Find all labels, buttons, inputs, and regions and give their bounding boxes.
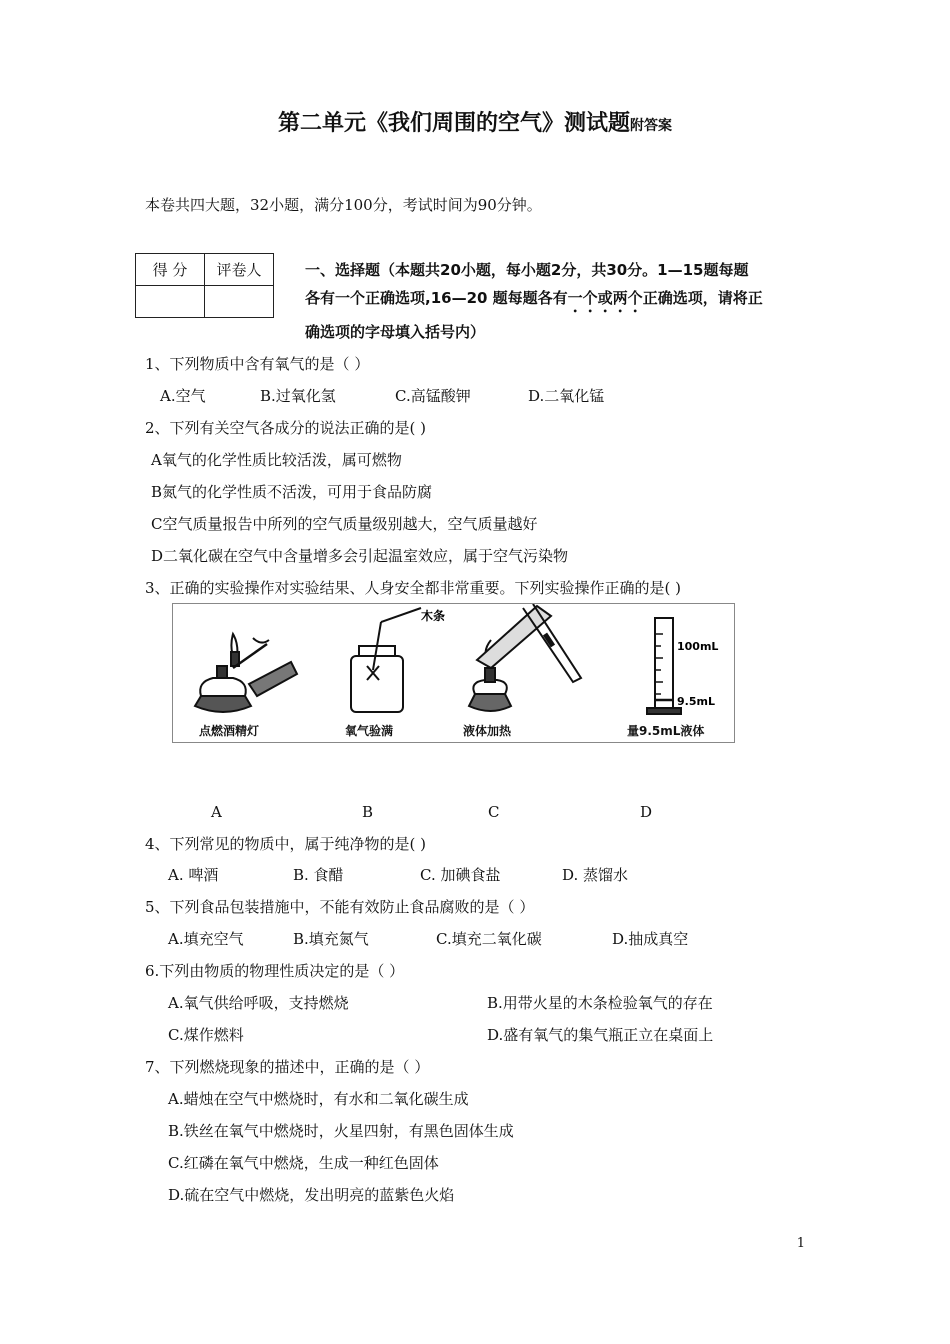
q7-option-a: A.蜡烛在空气中燃烧时，有水和二氧化碳生成 xyxy=(168,1090,469,1108)
q1-stem: 1、下列物质中含有氧气的是（ ） xyxy=(145,355,370,373)
liquid-heating-drawing xyxy=(469,604,581,711)
q4-option-b: B. 食醋 xyxy=(293,866,344,884)
section-heading-line1: 一、选择题（本题共20小题，每小题2分，共30分。1—15题每题 xyxy=(305,261,749,279)
q6-stem: 6.下列由物质的物理性质决定的是（ ） xyxy=(145,962,405,980)
q6-option-a: A.氧气供给呼吸，支持燃烧 xyxy=(168,994,349,1012)
q2-option-c: C空气质量报告中所列的空气质量级别越大，空气质量越好 xyxy=(151,515,538,533)
cylinder-top-annotation: 100mL xyxy=(677,640,719,653)
q6-option-d: D.盛有氧气的集气瓶正立在桌面上 xyxy=(487,1026,714,1044)
q2-option-b: B氮气的化学性质不活泼，可用于食品防腐 xyxy=(151,483,433,501)
q3-letter-c: C xyxy=(488,803,500,821)
title-main: 第二单元《我们周围的空气》测试题 xyxy=(277,111,630,136)
alcohol-lamp-drawing xyxy=(195,634,297,712)
q4-stem: 4、下列常见的物质中，属于纯净物的是( ) xyxy=(145,835,427,853)
q3-figure xyxy=(172,603,735,743)
q1-option-c: C.高锰酸钾 xyxy=(395,387,471,405)
score-table xyxy=(135,253,274,318)
q7-option-c: C.红磷在氧气中燃烧，生成一种红色固体 xyxy=(168,1154,439,1172)
q1-option-b: B.过氧化氢 xyxy=(260,387,336,405)
q3-letter-b: B xyxy=(362,803,374,821)
q5-stem: 5、下列食品包装措施中，不能有效防止食品腐败的是（ ） xyxy=(145,898,535,916)
cylinder-mark-annotation: 9.5mL xyxy=(677,695,715,708)
q6-option-b: B.用带火星的木条检验氧气的存在 xyxy=(487,994,713,1012)
q2-option-a: A氧气的化学性质比较活泼，属可燃物 xyxy=(151,451,402,469)
q5-option-a: A.填充空气 xyxy=(168,930,244,948)
q2-option-d: D二氧化碳在空气中含量增多会引起温室效应，属于空气污染物 xyxy=(151,547,569,565)
title-suffix: 附答案 xyxy=(630,118,672,134)
q4-option-d: D. 蒸馏水 xyxy=(562,866,629,884)
q4-option-c: C. 加碘食盐 xyxy=(420,866,501,884)
q6-option-c: C.煤作燃料 xyxy=(168,1026,244,1044)
figure-label-d: 量9.5mL液体 xyxy=(627,724,705,738)
q3-letter-d: D xyxy=(640,803,653,821)
section-heading-line3: 确选项的字母填入括号内） xyxy=(305,323,486,341)
section-line2-c: 正确选项，请将正 xyxy=(642,289,763,307)
q3-stem: 3、正确的实验操作对实验结果、人身安全都非常重要。下列实验操作正确的是( ) xyxy=(145,579,682,597)
section-line2-a: 各有一个正确选项,16—20 题每题各有 xyxy=(305,289,568,307)
score-header: 得 分 xyxy=(136,254,205,286)
page-number: 1 xyxy=(796,1236,805,1251)
q2-stem: 2、下列有关空气各成分的说法正确的是( ) xyxy=(145,419,427,437)
q7-stem: 7、下列燃烧现象的描述中，正确的是（ ） xyxy=(145,1058,430,1076)
figure-label-c: 液体加热 xyxy=(463,724,512,738)
grader-cell xyxy=(205,286,274,318)
intro-text: 本卷共四大题，32小题，满分100分，考试时间为90分钟。 xyxy=(145,196,542,214)
q4-option-a: A. 啤酒 xyxy=(168,866,219,884)
q3-letter-a: A xyxy=(211,803,222,821)
q5-option-b: B.填充氮气 xyxy=(293,930,369,948)
q7-option-b: B.铁丝在氧气中燃烧时，火星四射，有黑色固体生成 xyxy=(168,1122,514,1140)
page-title xyxy=(0,106,950,137)
q1-option-d: D.二氧化锰 xyxy=(528,387,605,405)
section-line2-emphasis: 一个或两个 xyxy=(567,289,643,307)
score-cell xyxy=(136,286,205,318)
measuring-cylinder-drawing xyxy=(647,618,681,714)
q7-option-d: D.硫在空气中燃烧，发出明亮的蓝紫色火焰 xyxy=(168,1186,455,1204)
gas-jar-drawing xyxy=(351,608,421,712)
stick-annotation: 木条 xyxy=(421,609,446,623)
figure-label-a: 点燃酒精灯 xyxy=(199,724,260,738)
q5-option-d: D.抽成真空 xyxy=(612,930,689,948)
q5-option-c: C.填充二氧化碳 xyxy=(436,930,542,948)
section-heading-line2 xyxy=(305,287,763,316)
q1-option-a: A.空气 xyxy=(160,387,206,405)
grader-header: 评卷人 xyxy=(205,254,274,286)
figure-label-b: 氧气验满 xyxy=(345,724,394,738)
